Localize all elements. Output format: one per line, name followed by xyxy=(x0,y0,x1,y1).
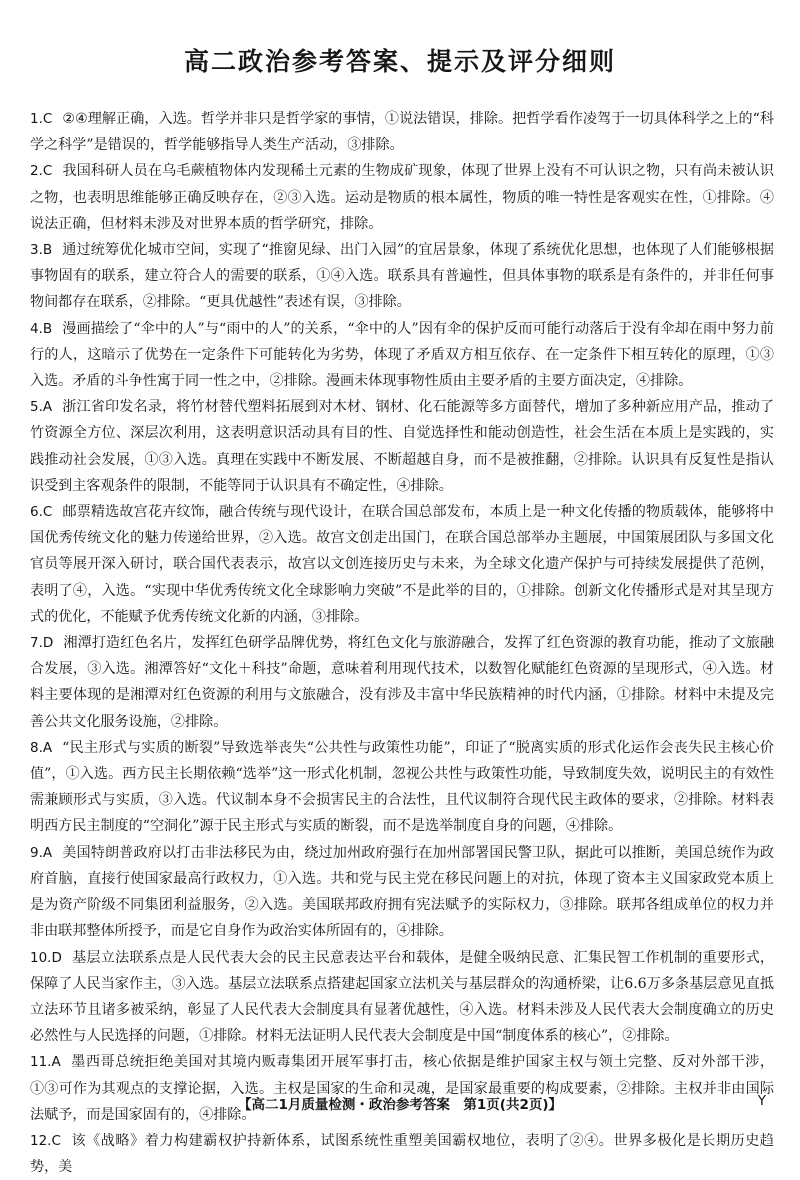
answer-explanation: 浙江省印发名录，将竹材替代塑料拓展到对木材、钢材、化石能源等多方面替代，增加了多种新应用产品，推动了竹资源全方位、深层次利用，这表明意识活动具有目的性、自觉选择性和能动创造性，社会生活在本质上是实践的，实践推动社会发展，①③入选。真理在实践中不断发展、不断超越自身，而不是被推翻，②排除。认识具有反复性是指认识受到主客观条件的限制，不能等同于认识具有不确定性，④排除。 xyxy=(30,399,774,494)
question-number: 11. xyxy=(30,1054,52,1071)
answer-item-8 xyxy=(30,735,774,840)
question-number: 2. xyxy=(30,163,43,180)
answer-explanation: 通过统筹优化城市空间，实现了“推窗见绿、出门入园”的宜居景象，体现了系统优化思想，也体现了人们能够根据事物固有的联系，建立符合人的需要的联系，①④入选。联系具有普遍性，但具体事物的联系是有条件的，并非任何事物间都存在联系，②排除。“更具优越性”表述有误，③排除。 xyxy=(30,242,774,311)
answer-list xyxy=(30,106,774,1180)
answer-item-9 xyxy=(30,840,774,945)
question-number: 1. xyxy=(30,111,43,127)
footer-code: Y xyxy=(757,1093,766,1109)
question-number: 5. xyxy=(30,399,43,416)
answer-letter: C xyxy=(42,163,53,180)
question-number: 9. xyxy=(30,844,43,861)
answer-item-1 xyxy=(30,106,774,158)
answer-letter: B xyxy=(42,320,53,337)
answer-item-5 xyxy=(30,394,774,499)
answer-letter: D xyxy=(42,635,54,652)
answer-letter: A xyxy=(42,739,53,756)
answer-explanation: 漫画描绘了“伞中的人”与“雨中的人”的关系，“伞中的人”因有伞的保护反而可能行动落后于没有伞却在雨中努力前行的人，这暗示了优势在一定条件下可能转化为劣势，体现了矛盾双方相互依存、在一定条件下相互转化的原理，①③入选。矛盾的斗争性寓于同一性之中，②排除。漫画未体现事物性质由主要矛盾的主要方面决定，④排除。 xyxy=(30,320,774,390)
question-number: 3. xyxy=(30,242,43,259)
answer-letter: C xyxy=(42,504,53,521)
answer-explanation: 墨西哥总统拒绝美国对其境内贩毒集团开展军事打击，核心依据是维护国家主权与领土完整、反对外部干涉，①③可作为其观点的支撑论据，入选。主权是国家的生命和灵魂，是国家最重要的构成要素，②排除。主权并非由国际法赋予，而是国家固有的，④排除。 xyxy=(30,1054,774,1123)
answer-item-3 xyxy=(30,237,774,316)
question-number: 7. xyxy=(30,635,43,652)
answer-letter: B xyxy=(42,242,53,259)
answer-explanation: ②④理解正确，入选。哲学并非只是哲学家的事情，①说法错误，排除。把哲学看作凌驾于一切具体科学之上的“科学之科学”是错误的，哲学能够指导人类生产活动，③排除。 xyxy=(30,111,774,154)
question-number: 6. xyxy=(30,504,43,521)
answer-explanation: 该《战略》着力构建霸权护持新体系，试图系统性重塑美国霸权地位，表明了②④。世界多极化是长期历史趋势，美 xyxy=(30,1132,774,1176)
answer-letter: C xyxy=(42,111,53,127)
answer-item-6 xyxy=(30,499,774,630)
question-number: 12. xyxy=(30,1132,52,1149)
question-number: 10. xyxy=(30,949,52,966)
answer-explanation: 基层立法联系点是人民代表大会的民主民意表达平台和载体，是健全吸纳民意、汇集民智工作机制的重要形式，保障了人民当家作主，③入选。基层立法联系点搭建起国家立法机关与基层群众的沟通桥梁，让6.6万多条基层意见直抵立法环节且诸多被采纳，彰显了人民代表大会制度具有显著优越性，④入选。材料未涉及人民代表大会制度确立的历史必然性与人民选择的问题，①排除。材料无法证明人民代表大会制度是中国“制度体系的核心”，②排除。 xyxy=(30,949,774,1045)
answer-explanation: 湘潭打造红色名片，发挥红色研学品牌优势，将红色文化与旅游融合，发挥了红色资源的教育功能，推动了文旅融合发展，③入选。湘潭答好“文化＋科技”命题，意味着利用现代技术，以数智化赋能红色资源的呈现形式，④入选。材料主要体现的是湘潭对红色资源的利用与文旅融合，没有涉及丰富中华民族精神的时代内涵，①排除。材料中未提及完善公共文化服务设施，②排除。 xyxy=(30,635,774,730)
question-number: 8. xyxy=(30,739,43,756)
answer-item-11 xyxy=(30,1049,774,1128)
answer-item-2 xyxy=(30,158,774,237)
answer-item-12 xyxy=(30,1128,774,1180)
answer-explanation: “民主形式与实质的断裂”导致选举丧失“公共性与政策性功能”，印证了“脱离实质的形式化运作会丧失民主核心价值”，①入选。西方民主长期依赖“选举”这一形式化机制，忽视公共性与政策性功能，导致制度失效，说明民主的有效性需兼顾形式与实质，③入选。代议制本身不会损害民主的合法性，且代议制符合现代民主政体的要求，②排除。材料表明西方民主制度的“空洞化”源于民主形式与实质的断裂，而不是选举制度自身的问题，④排除。 xyxy=(30,739,774,835)
answer-letter: A xyxy=(42,399,53,416)
answer-item-7 xyxy=(30,630,774,735)
page-title: 高二政治参考答案、提示及评分细则 xyxy=(183,47,616,76)
answer-letter: D xyxy=(51,949,62,966)
answer-letter: C xyxy=(51,1132,61,1149)
answer-item-4 xyxy=(30,316,774,395)
answer-explanation: 我国科研人员在乌毛蕨植物体内发现稀土元素的生物成矿现象，体现了世界上没有不可认识之物，只有尚未被认识之物，也表明思维能够正确反映存在，②③入选。运动是物质的根本属性，物质的唯一特性是客观实在性，①排除。④说法正确，但材料未涉及对世界本质的哲学研究，排除。 xyxy=(30,163,774,232)
answer-explanation: 美国特朗普政府以打击非法移民为由，绕过加州政府强行在加州部署国民警卫队，据此可以推断，美国总统作为政府首脑，直接行使国家最高行政权力，①入选。共和党与民主党在移民问题上的对抗，体现了资本主义国家政党本质上是为资产阶级不同集团利益服务，②入选。美国联邦政府拥有宪法赋予的实际权力，③排除。联邦各组成单位的权力并非由联邦整体所授予，而是它自身作为政治实体所固有的，④排除。 xyxy=(30,844,774,940)
page-footer: 【高二1月质量检测・政治参考答案 第1页(共2页)】 xyxy=(237,1097,563,1113)
answer-explanation: 邮票精选故宫花卉纹饰，融合传统与现代设计，在联合国总部发布，本质上是一种文化传播的物质载体，能够将中国优秀传统文化的魅力传递给世界，②入选。故宫文创走出国门，在联合国总部举办主题展，中国策展团队与多国文化官员等展开深入研讨，联合国代表表示，故宫以文创连接历史与未来，为全球文化遗产保护与可持续发展提供了范例，表明了④，入选。“实现中华优秀传统文化全球影响力突破”不是此举的目的，①排除。创新文化传播形式是对其呈现方式的优化，不能赋予优秀传统文化新的内涵，③排除。 xyxy=(30,504,774,625)
question-number: 4. xyxy=(30,320,43,337)
answer-letter: A xyxy=(42,844,53,861)
answer-letter: A xyxy=(51,1054,61,1071)
answer-item-10 xyxy=(30,945,774,1050)
